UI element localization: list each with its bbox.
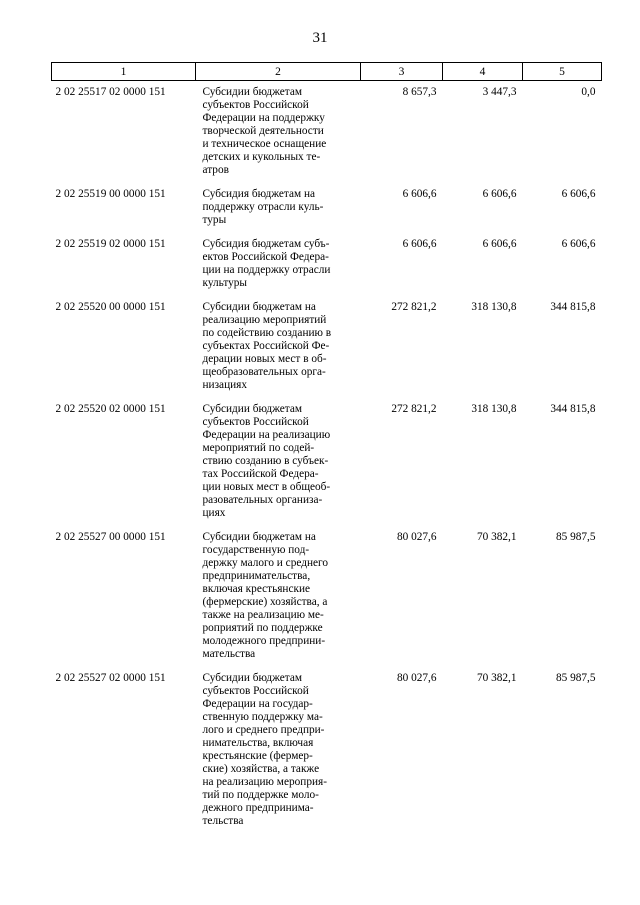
table-body [52, 81, 602, 835]
amount-cell-5: 0,0 [581, 86, 596, 98]
description-cell [196, 81, 361, 184]
budget-code-cell: 2 02 25527 02 0000 151 [55, 672, 166, 684]
description-line: предпринимательства, [202, 570, 311, 582]
page-number: 31 [312, 30, 328, 46]
description-line: на реализацию мероприя- [202, 776, 327, 788]
budget-code-cell: 2 02 25517 02 0000 151 [55, 86, 166, 98]
table-row [52, 183, 602, 233]
amount-cell-5: 344 815,8 [550, 301, 596, 313]
table-row [52, 667, 602, 834]
table-row [52, 526, 602, 667]
amount-cell-3: 80 027,6 [396, 531, 437, 543]
description-line: тельства [202, 815, 244, 827]
amount-cell-5: 344 815,8 [550, 403, 596, 415]
column-header-1: 1 [52, 63, 196, 81]
description-line: Федерации на государ- [202, 698, 313, 710]
description-cell [196, 667, 361, 834]
description-line: нимательства, включая [202, 737, 314, 749]
description-line: мероприятий по содей- [202, 442, 315, 454]
description-line: Субсидии бюджетам [202, 672, 302, 684]
description-line: туры [202, 214, 227, 226]
column-header-4: 4 [443, 63, 523, 81]
description-line: ские) хозяйства, а также [202, 763, 320, 775]
description-line: низациях [202, 379, 248, 391]
description-line: государственную под- [202, 544, 310, 556]
description-cell [196, 233, 361, 296]
description-line: дерации новых мест в об- [202, 353, 327, 365]
amount-cell-4: 318 130,8 [471, 301, 517, 313]
amount-cell-3: 6 606,6 [402, 188, 437, 200]
table-row [52, 81, 602, 184]
table-header-row [52, 63, 602, 81]
description-line: культуры [202, 277, 248, 289]
budget-code-cell: 2 02 25527 00 0000 151 [55, 531, 166, 543]
amount-cell-3: 272 821,2 [391, 301, 437, 313]
description-line: (фермерские) хозяйства, а [202, 596, 328, 608]
description-cell [196, 398, 361, 526]
description-line: атров [202, 164, 229, 176]
description-line: Субсидии бюджетам [202, 403, 302, 415]
description-line: по содействию созданию в [202, 327, 332, 339]
column-header-5: 5 [523, 63, 602, 81]
description-line: Федерации на поддержку [202, 112, 325, 124]
description-line: включая крестьянские [202, 583, 311, 595]
budget-code-cell: 2 02 25519 02 0000 151 [55, 238, 166, 250]
description-line: ствию созданию в субъек- [202, 455, 329, 467]
description-line: Субсидия бюджетам на [202, 188, 316, 200]
description-line: поддержку отрасли куль- [202, 201, 324, 213]
amount-cell-5: 85 987,5 [555, 672, 596, 684]
description-line: ственную поддержку ма- [202, 711, 323, 723]
description-line: тий по поддержке моло- [202, 789, 319, 801]
description-line: ции новых мест в общеоб- [202, 481, 331, 493]
description-line: Субсидии бюджетам на [202, 531, 316, 543]
description-line: субъектов Российской [202, 685, 309, 697]
budget-table [51, 62, 602, 834]
description-line: Субсидия бюджетам субъ- [202, 238, 330, 250]
column-header-3: 3 [361, 63, 443, 81]
amount-cell-4: 6 606,6 [482, 238, 517, 250]
description-line: разовательных организа- [202, 494, 323, 506]
amount-cell-4: 70 382,1 [476, 531, 517, 543]
budget-code-cell: 2 02 25520 00 0000 151 [55, 301, 166, 313]
description-line: крестьянские (фермер- [202, 750, 313, 762]
amount-cell-3: 6 606,6 [402, 238, 437, 250]
description-cell [196, 183, 361, 233]
amount-cell-5: 6 606,6 [561, 238, 596, 250]
description-line: мательства [202, 648, 256, 660]
description-line: ции на поддержку отрасли [202, 264, 331, 276]
description-cell [196, 526, 361, 667]
description-line: субъектов Российской [202, 99, 309, 111]
table-row [52, 398, 602, 526]
description-line: Федерации на реализацию [202, 429, 331, 441]
description-line: роприятий по поддержке [202, 622, 323, 634]
description-line: циях [202, 507, 226, 519]
description-line: тах Российской Федера- [202, 468, 319, 480]
description-line: лого и среднего предпри- [202, 724, 325, 736]
amount-cell-4: 70 382,1 [476, 672, 517, 684]
budget-code-cell: 2 02 25520 02 0000 151 [55, 403, 166, 415]
description-line: также на реализацию ме- [202, 609, 324, 621]
amount-cell-5: 85 987,5 [555, 531, 596, 543]
description-line: держку малого и среднего [202, 557, 329, 569]
table-row [52, 233, 602, 296]
budget-code-cell: 2 02 25519 00 0000 151 [55, 188, 166, 200]
amount-cell-3: 272 821,2 [391, 403, 437, 415]
table-row [52, 296, 602, 398]
amount-cell-4: 6 606,6 [482, 188, 517, 200]
description-line: ектов Российской Федера- [202, 251, 329, 263]
description-line: реализацию мероприятий [202, 314, 327, 326]
description-line: молодежного предприни- [202, 635, 326, 647]
description-line: Субсидии бюджетам [202, 86, 302, 98]
description-line: детских и кукольных те- [202, 151, 321, 163]
description-line: дежного предпринима- [202, 802, 314, 814]
amount-cell-3: 8 657,3 [402, 86, 437, 98]
amount-cell-4: 318 130,8 [471, 403, 517, 415]
amount-cell-4: 3 447,3 [482, 86, 517, 98]
description-line: субъектов Российской [202, 416, 309, 428]
description-line: и техническое оснащение [202, 138, 327, 150]
description-line: субъектах Российской Фе- [202, 340, 330, 352]
amount-cell-3: 80 027,6 [396, 672, 437, 684]
description-line: творческой деятельности [202, 125, 324, 137]
amount-cell-5: 6 606,6 [561, 188, 596, 200]
description-cell [196, 296, 361, 398]
column-header-2: 2 [196, 63, 361, 81]
description-line: Субсидии бюджетам на [202, 301, 316, 313]
description-line: щеобразовательных орга- [202, 366, 326, 378]
